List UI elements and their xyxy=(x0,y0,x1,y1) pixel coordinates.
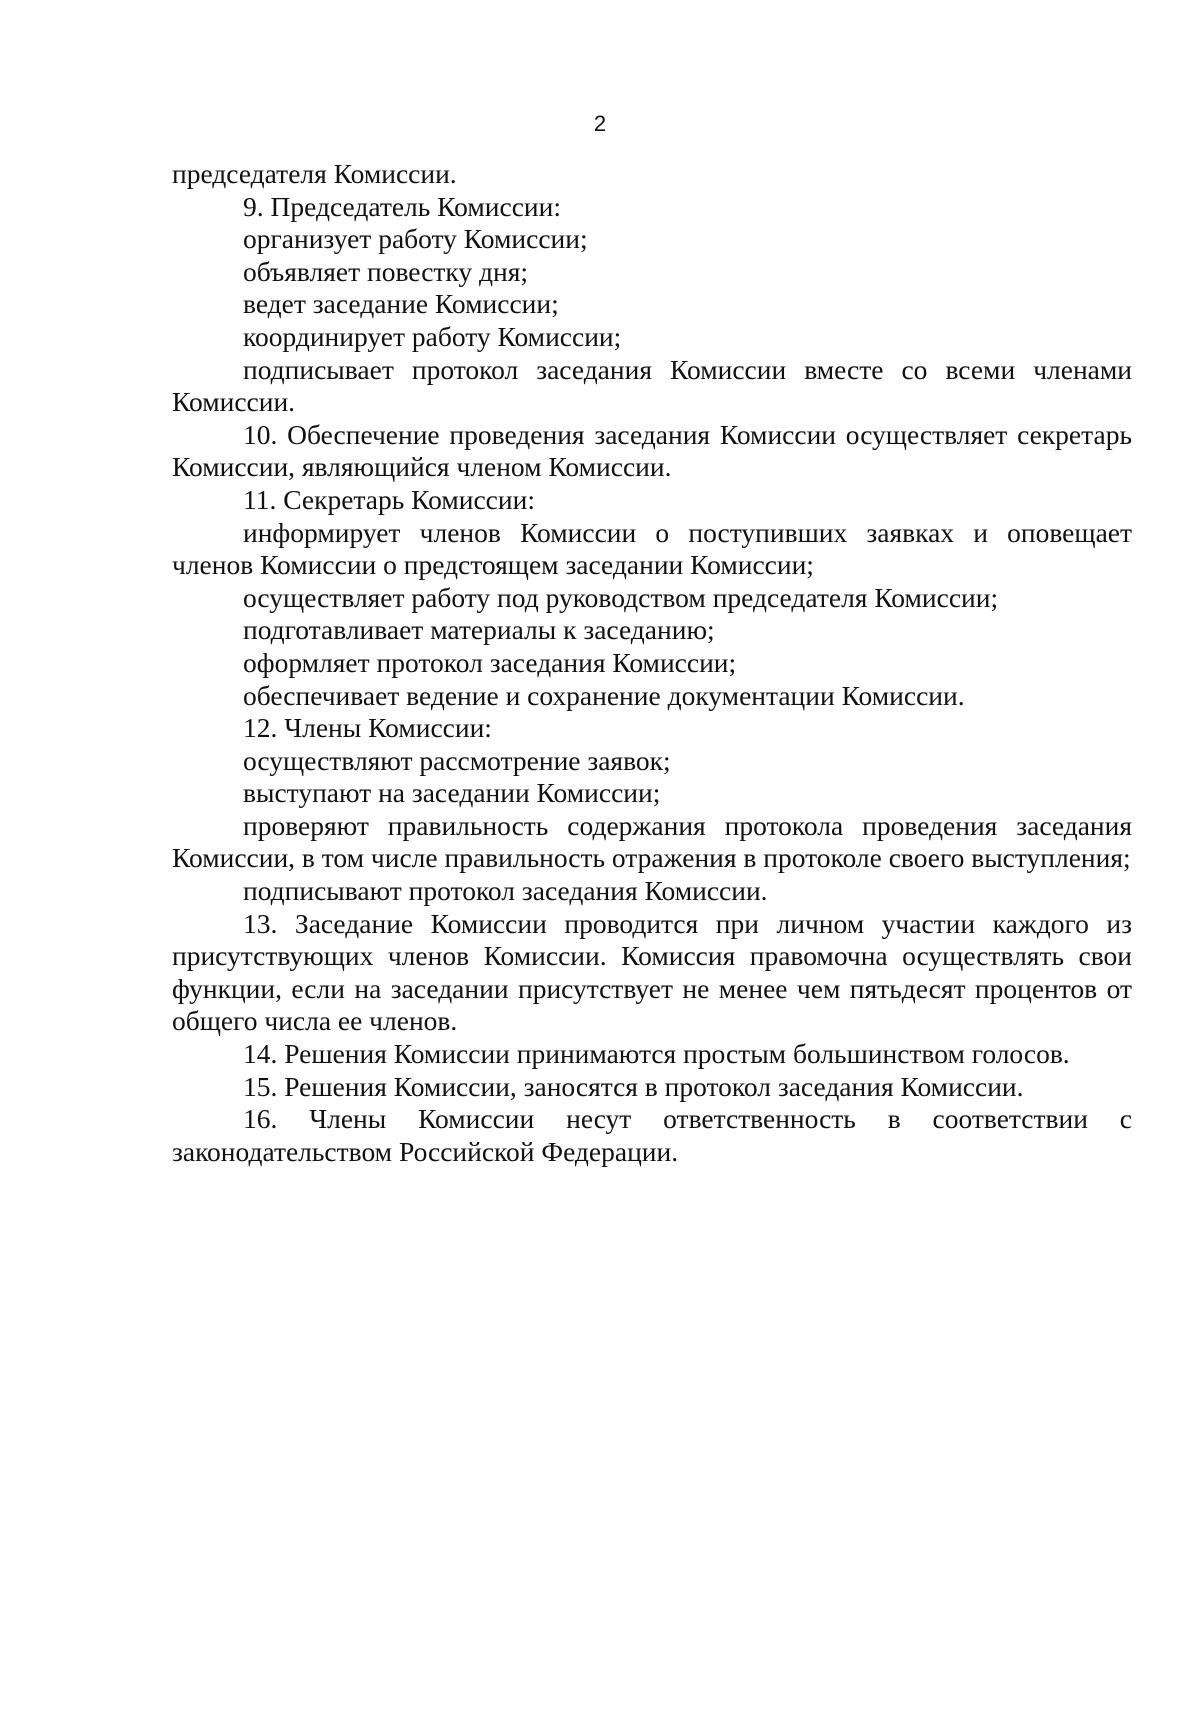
paragraph-item-10: 10. Обеспечение проведения заседания Комиссии осуществляет секретарь Комиссии, являющийся членом Комиссии. xyxy=(172,418,1132,483)
paragraph-item-14: 14. Решения Комиссии принимаются простым большинством голосов. xyxy=(243,1038,1070,1070)
paragraph-secretary-duty: обеспечивает ведение и сохранение документации Комиссии. xyxy=(243,679,965,711)
paragraph-item-15: 15. Решения Комиссии, заносятся в протокол заседания Комиссии. xyxy=(243,1070,1024,1102)
paragraph-item-16: 16. Члены Комиссии несут ответственность в соответствии с законодательством Российской Федерации. xyxy=(172,1103,1132,1167)
paragraph-item-13: 13. Заседание Комиссии проводится при личном участии каждого из присутствующих членов Комиссии. Комиссия правомочна осуществлять свои функции, если на заседании присутствует не менее чем пятьдесят процентов от общего числа ее членов. xyxy=(172,907,1132,1037)
paragraph-chair-duty: координирует работу Комиссии; xyxy=(243,320,622,352)
paragraph-item-11-heading: 11. Секретарь Комиссии: xyxy=(243,483,535,515)
paragraph-member-duty: выступают на заседании Комиссии; xyxy=(243,777,661,809)
paragraph-item-12-heading: 12. Члены Комиссии: xyxy=(243,712,492,744)
page-number: 2 xyxy=(593,111,607,136)
paragraph-member-duty: подписывают протокол заседания Комиссии. xyxy=(243,875,768,907)
paragraph-member-duty: проверяют правильность содержания протокола проведения заседания Комиссии, в том числе правильность отражения в протоколе своего выступления; xyxy=(172,809,1132,874)
paragraph-member-duty: осуществляют рассмотрение заявок; xyxy=(243,744,671,776)
paragraph-chair-duty: организует работу Комиссии; xyxy=(243,223,588,255)
paragraph-secretary-duty: осуществляет работу под руководством председателя Комиссии; xyxy=(243,581,999,613)
paragraph-secretary-duty: оформляет протокол заседания Комиссии; xyxy=(243,646,737,678)
paragraph-item-9-heading: 9. Председатель Комиссии: xyxy=(243,190,561,222)
paragraph-chair-duty: подписывает протокол заседания Комиссии вместе со всеми членами Комиссии. xyxy=(172,353,1132,418)
paragraph-secretary-duty: информирует членов Комиссии о поступивших заявках и оповещает членов Комиссии о предстоящем заседании Комиссии; xyxy=(172,516,1132,581)
paragraph-continuation: председателя Комиссии. xyxy=(172,158,457,189)
paragraph-secretary-duty: подготавливает материалы к заседанию; xyxy=(243,614,715,646)
document-body xyxy=(172,158,1132,1168)
paragraph-chair-duty: ведет заседание Комиссии; xyxy=(243,288,559,320)
paragraph-chair-duty: объявляет повестку дня; xyxy=(243,255,529,287)
